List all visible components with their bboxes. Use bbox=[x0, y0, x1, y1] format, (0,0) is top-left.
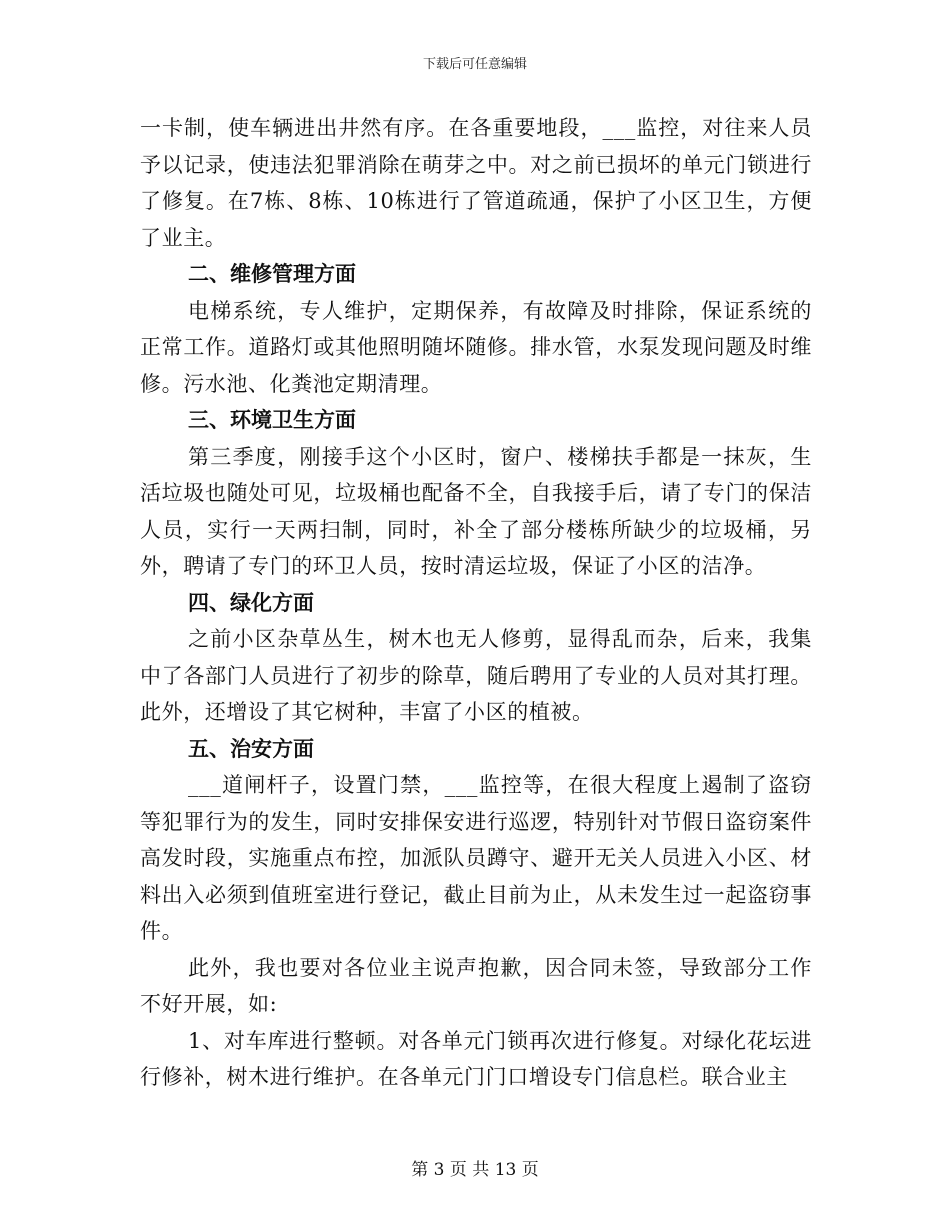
document-body bbox=[140, 110, 812, 1096]
heading-maintenance: 二、维修管理方面 bbox=[188, 262, 356, 286]
heading-sanitation: 三、环境卫生方面 bbox=[188, 408, 356, 432]
paragraph-security-continued: 一卡制，使车辆进出井然有序。在各重要地段，___监控，对往来人员予以记录，使违法犯罪消除在萌芽之中。对之前已损坏的单元门锁进行了修复。在7栋、8栋、10栋进行了管道疏通，保护了小区卫生，方便了业主。 bbox=[140, 116, 812, 250]
paragraph-maintenance: 电梯系统，专人维护，定期保养，有故障及时排除，保证系统的正常工作。道路灯或其他照明随坏随修。排水管，水泵发现问题及时维修。污水池、化粪池定期清理。 bbox=[140, 298, 812, 396]
heading-public-security: 五、治安方面 bbox=[188, 736, 314, 761]
paragraph-public-security: ___道闸杆子，设置门禁，___监控等，在很大程度上遏制了盗窃等犯罪行为的发生，同时安排保安进行巡逻，特别针对节假日盗窃案件高发时段，实施重点布控，加派队员蹲守、避开无关人员进入小区、材料出入必须到值班室进行登记，截止目前为止，从未发生过一起盗窃事件。 bbox=[140, 773, 812, 943]
heading-greening: 四、绿化方面 bbox=[188, 590, 314, 615]
paragraph-apology: 此外，我也要对各位业主说声抱歉，因合同未签，导致部分工作不好开展，如: bbox=[140, 955, 812, 1016]
page-footer: 第 3 页 共 13 页 bbox=[411, 1160, 539, 1180]
page-header: 下载后可任意编辑 bbox=[422, 57, 527, 72]
paragraph-greening: 之前小区杂草丛生，树木也无人修剪，显得乱而杂，后来，我集中了各部门人员进行了初步的除草，随后聘用了专业的人员对其打理。此外，还增设了其它树种，丰富了小区的植被。 bbox=[140, 627, 812, 724]
paragraph-sanitation: 第三季度，刚接手这个小区时，窗户、楼梯扶手都是一抹灰，生活垃圾也随处可见，垃圾桶也配备不全，自我接手后，请了专门的保洁人员，实行一天两扫制，同时，补全了部分楼栋所缺少的垃圾桶，另外，聘请了专门的环卫人员，按时清运垃圾，保证了小区的洁净。 bbox=[140, 444, 812, 578]
paragraph-list-item-1: 1、对车库进行整顿。对各单元门锁再次进行修复。对绿化花坛进行修补，树木进行维护。在各单元门门口增设专门信息栏。联合业主 bbox=[140, 1028, 812, 1089]
